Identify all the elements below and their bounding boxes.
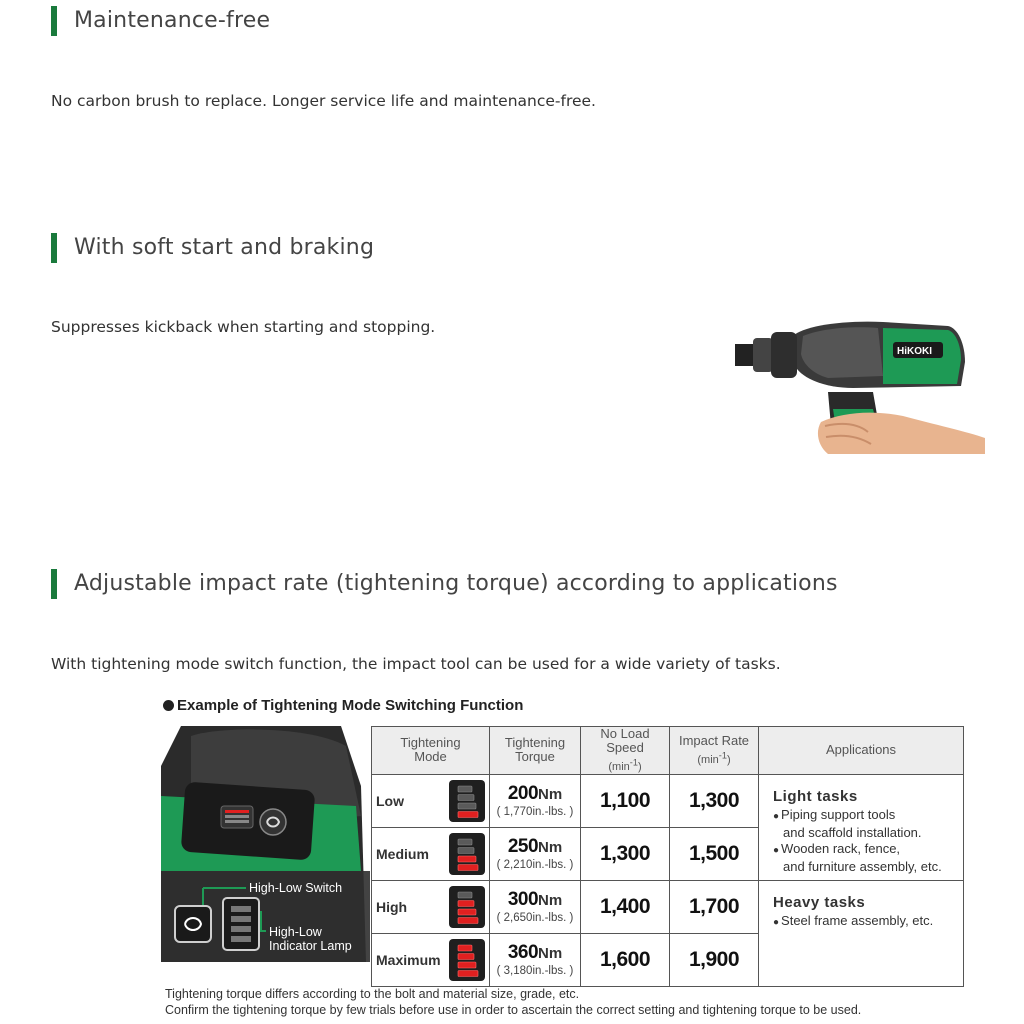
speed-cell: 1,400 [581,880,670,933]
torque-unit: Nm [538,839,563,857]
application-item: and furniture assembly, etc. [783,858,942,874]
torque-imperial: ( 1,770in.-lbs. ) [496,806,574,819]
torque-unit: Nm [538,945,563,963]
torque-cell [490,880,581,933]
torque-cell [490,933,581,986]
applications-light [759,774,964,880]
section-heading-maintenance: Maintenance-free [51,6,270,36]
torque-imperial: ( 2,650in.-lbs. ) [496,912,574,925]
section-text-soft-start: Suppresses kickback when starting and stopping. [51,318,436,336]
application-item: ● Piping support tools [773,807,963,825]
application-title: Light tasks [773,787,858,805]
figure-title-text: Example of Tightening Mode Switching Function [177,697,524,714]
header-mode: Tightening Mode [372,727,490,775]
mode-switch-photo [161,726,370,962]
application-item: ● Steel frame assembly, etc. [773,913,963,931]
indicator-lamp-icon [449,780,485,822]
table-header-row [372,727,964,775]
speed-cell: 1,600 [581,933,670,986]
mode-name: Maximum [376,951,441,968]
impact-rate-cell: 1,300 [670,774,759,827]
photo-label-lamp-2: Indicator Lamp [269,939,352,953]
mode-cell [372,827,490,880]
impact-rate-cell: 1,700 [670,880,759,933]
mode-name: Low [376,792,404,809]
table-row [372,880,964,933]
impact-wrench-photo [733,314,985,454]
photo-label-switch: High-Low Switch [249,881,343,895]
mode-name: High [376,898,408,915]
torque-value: 300 [507,889,539,911]
tightening-mode-table [371,726,964,987]
torque-cell [490,827,581,880]
application-item: and scaffold installation. [783,824,922,840]
section-text-maintenance: No carbon brush to replace. Longer service life and maintenance-free. [51,92,596,110]
section-heading-soft-start: With soft start and braking [51,233,374,263]
torque-unit: Nm [538,892,563,910]
section-heading-impact-rate: Adjustable impact rate (tightening torque) according to applications [51,569,838,599]
speed-cell: 1,300 [581,827,670,880]
torque-unit: Nm [538,786,563,804]
indicator-lamp-icon [449,939,485,981]
figure-title [163,697,523,714]
mode-name: Medium [376,845,429,862]
bullet-icon [163,700,174,711]
application-item: ● Wooden rack, fence, [773,841,963,859]
table-row [372,774,964,827]
speed-cell: 1,100 [581,774,670,827]
applications-heavy [759,880,964,986]
photo-label-lamp-1: High-Low [269,925,322,939]
impact-rate-cell: 1,900 [670,933,759,986]
torque-imperial: ( 3,180in.-lbs. ) [496,965,574,978]
torque-value: 360 [507,942,539,964]
header-speed: No Load Speed $(\min^{-1})$ [581,727,670,775]
application-title: Heavy tasks [773,893,866,911]
indicator-lamp-icon [449,886,485,928]
photo-brand-label: HiKOKI [897,346,932,357]
torque-cell [490,774,581,827]
section-text-impact-rate: With tightening mode switch function, the impact tool can be used for a wide variety of tasks. [51,655,781,673]
indicator-lamp-icon [449,833,485,875]
mode-cell [372,933,490,986]
mode-cell [372,880,490,933]
torque-value: 200 [507,783,539,805]
torque-imperial: ( 2,210in.-lbs. ) [496,859,574,872]
mode-cell [372,774,490,827]
header-rate: Impact Rate $(\min^{-1})$ [670,727,759,775]
header-applications: Applications [759,727,964,775]
note-1: Tightening torque differs according to the bolt and material size, grade, etc. [165,987,580,1001]
torque-value: 250 [507,836,539,858]
impact-rate-cell: 1,500 [670,827,759,880]
note-2: Confirm the tightening torque by few trials before use in order to ascertain the correct setting and tightening torque to be used. [165,1003,862,1017]
header-torque: Tightening Torque [490,727,581,775]
